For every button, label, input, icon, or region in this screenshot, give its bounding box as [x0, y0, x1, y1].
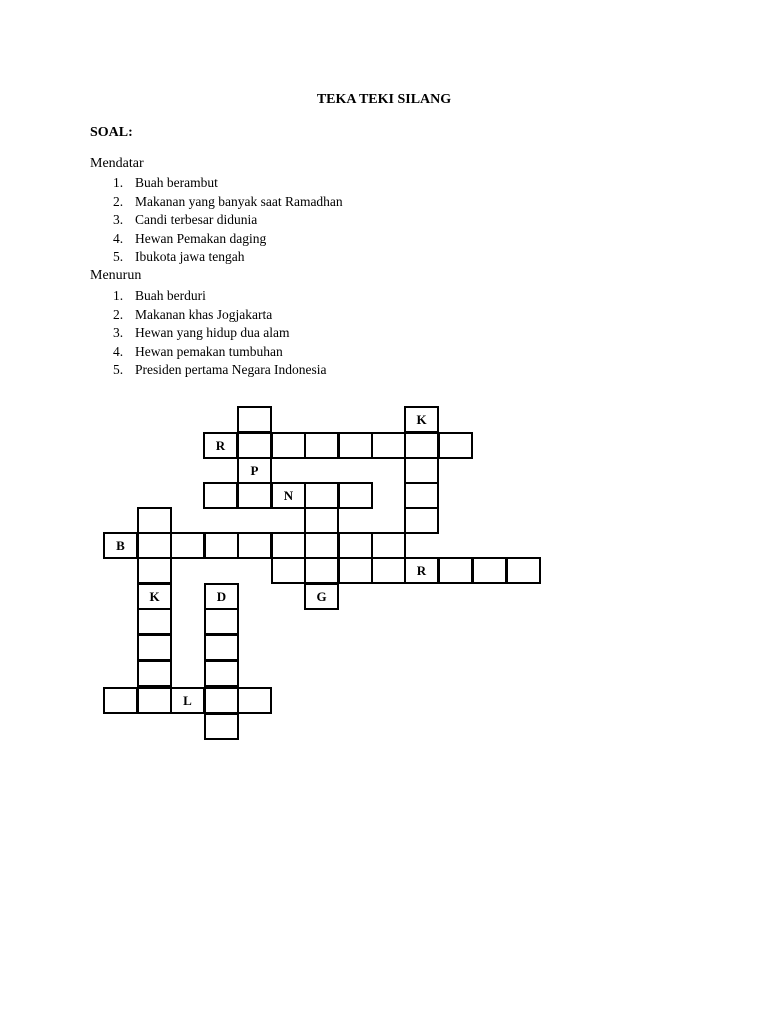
clue-number: 3. — [113, 325, 124, 341]
clue-text: Ibukota jawa tengah — [135, 249, 245, 265]
clue-text: Makanan yang banyak saat Ramadhan — [135, 193, 343, 209]
crossword-cell[interactable] — [237, 406, 272, 433]
crossword-cell[interactable] — [438, 557, 473, 584]
clue-number: 2. — [113, 306, 124, 322]
crossword-cell[interactable] — [137, 660, 172, 687]
crossword-cell[interactable] — [137, 608, 172, 635]
crossword-cell[interactable] — [371, 432, 406, 459]
crossword-cell[interactable] — [271, 557, 306, 584]
clue-number: 4. — [113, 230, 124, 246]
page-title: TEKA TEKI SILANG — [316, 92, 452, 107]
crossword-cell[interactable]: K — [137, 583, 172, 610]
crossword-cell[interactable] — [338, 532, 373, 559]
clue-number: 5. — [113, 362, 124, 378]
crossword-cell[interactable] — [137, 532, 172, 559]
crossword-cell[interactable] — [137, 687, 172, 714]
crossword-cell[interactable]: R — [404, 557, 439, 584]
clue-number: 5. — [113, 249, 124, 265]
crossword-cell[interactable] — [237, 532, 272, 559]
clue-text: Makanan khas Jogjakarta — [135, 306, 273, 322]
crossword-cell[interactable]: R — [203, 432, 238, 459]
crossword-cell[interactable] — [137, 557, 172, 584]
clue-text: Hewan yang hidup dua alam — [135, 325, 290, 341]
crossword-cell[interactable] — [137, 507, 172, 534]
clue-text: Hewan pemakan tumbuhan — [135, 343, 283, 359]
crossword-cell[interactable] — [506, 557, 541, 584]
crossword-cell[interactable] — [304, 557, 339, 584]
crossword-cell[interactable] — [338, 557, 373, 584]
mendatar-heading: Mendatar — [90, 156, 144, 171]
crossword-cell[interactable] — [338, 432, 373, 459]
soal-heading: SOAL: — [90, 125, 133, 140]
crossword-cell[interactable]: P — [237, 457, 272, 484]
crossword-cell[interactable]: L — [170, 687, 205, 714]
crossword-cell[interactable] — [271, 432, 306, 459]
crossword-cell[interactable] — [204, 608, 239, 635]
crossword-cell[interactable] — [237, 687, 272, 714]
menurun-heading: Menurun — [90, 268, 142, 283]
clue-number: 1. — [113, 175, 124, 190]
clue-text: Hewan Pemakan daging — [135, 230, 267, 246]
crossword-cell[interactable]: K — [404, 406, 439, 433]
crossword-cell[interactable] — [204, 634, 239, 661]
crossword-cell[interactable] — [237, 482, 272, 509]
crossword-cell[interactable]: B — [103, 532, 138, 559]
crossword-cell[interactable]: G — [304, 583, 339, 610]
crossword-cell[interactable] — [204, 687, 239, 714]
crossword-cell[interactable] — [204, 532, 239, 559]
clue-number: 4. — [113, 343, 124, 359]
clue-text: Buah berduri — [135, 288, 206, 303]
clue-number: 3. — [113, 212, 124, 228]
crossword-cell[interactable] — [404, 482, 439, 509]
crossword-cell[interactable] — [170, 532, 205, 559]
crossword-cell[interactable] — [204, 660, 239, 687]
crossword-cell[interactable] — [203, 482, 238, 509]
crossword-cell[interactable] — [271, 532, 306, 559]
clue-text: Buah berambut — [135, 175, 218, 190]
crossword-cell[interactable] — [204, 713, 239, 740]
crossword-cell[interactable] — [137, 634, 172, 661]
crossword-cell[interactable] — [304, 507, 339, 534]
clue-number: 1. — [113, 288, 124, 303]
crossword-cell[interactable] — [237, 432, 272, 459]
crossword-cell[interactable] — [304, 482, 339, 509]
crossword-cell[interactable] — [404, 432, 439, 459]
crossword-cell[interactable] — [438, 432, 473, 459]
crossword-cell[interactable]: D — [204, 583, 239, 610]
crossword-cell[interactable] — [371, 532, 406, 559]
crossword-cell[interactable] — [404, 507, 439, 534]
crossword-cell[interactable] — [371, 557, 406, 584]
crossword-cell[interactable]: N — [271, 482, 306, 509]
crossword-cell[interactable] — [103, 687, 138, 714]
crossword-cell[interactable] — [472, 557, 507, 584]
clue-number: 2. — [113, 193, 124, 209]
crossword-cell[interactable] — [304, 432, 339, 459]
clue-text: Presiden pertama Negara Indonesia — [135, 362, 327, 378]
crossword-cell[interactable] — [404, 457, 439, 484]
crossword-cell[interactable] — [338, 482, 373, 509]
crossword-cell[interactable] — [304, 532, 339, 559]
clue-text: Candi terbesar didunia — [135, 212, 258, 228]
